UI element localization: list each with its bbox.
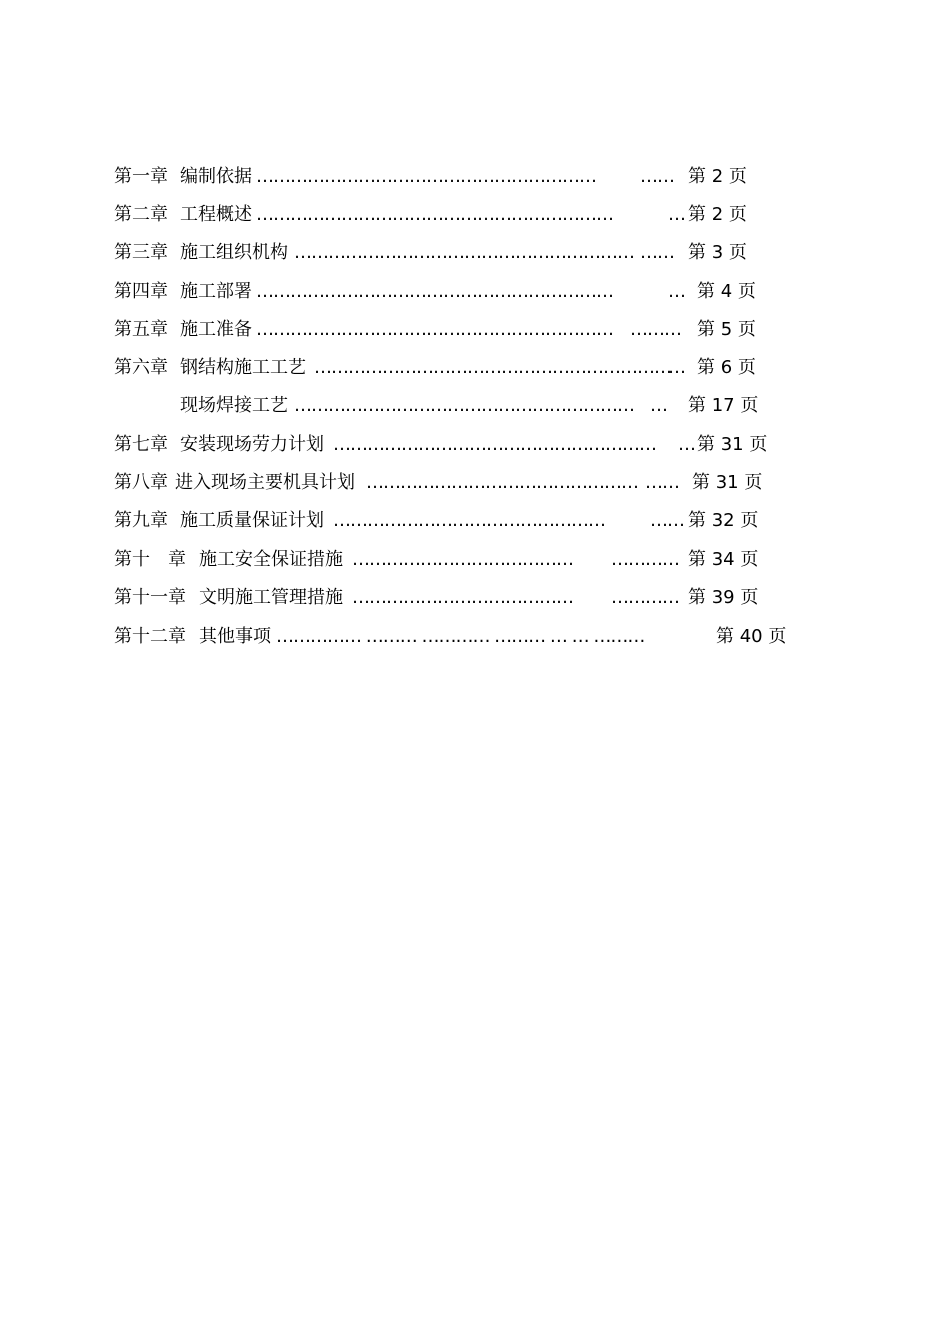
toc-title: 施工质量保证计划 bbox=[180, 510, 324, 531]
toc-chapter: 第三章 bbox=[114, 242, 168, 263]
toc-page: 第 32 页 bbox=[688, 510, 759, 531]
toc-chapter: 第六章 bbox=[114, 357, 168, 378]
toc-leader: …………… ……… ………… ……… … … ……… bbox=[276, 626, 645, 647]
toc-leader: ……………………………………………………… bbox=[314, 357, 671, 378]
toc-page: 第 31 页 bbox=[692, 472, 763, 493]
toc-leader: ………………………………………… bbox=[366, 472, 638, 493]
toc-entry bbox=[0, 279, 950, 305]
toc-leader: …… bbox=[645, 472, 679, 493]
toc-page: 第 2 页 bbox=[688, 166, 747, 187]
toc-chapter: 第一章 bbox=[114, 166, 168, 187]
toc-entry bbox=[0, 585, 950, 611]
toc-leader: ………… bbox=[611, 587, 679, 608]
toc-entry bbox=[0, 624, 950, 650]
toc-entry bbox=[0, 317, 950, 343]
toc-entry bbox=[0, 432, 950, 458]
toc-title: 钢结构施工工艺 bbox=[180, 357, 306, 378]
toc-title: 安装现场劳力计划 bbox=[180, 434, 324, 455]
toc-entry bbox=[0, 393, 950, 419]
toc-title: 施工准备 bbox=[180, 319, 252, 340]
toc-title: 现场焊接工艺 bbox=[180, 395, 288, 416]
toc-page: 第 2 页 bbox=[688, 204, 747, 225]
toc-entry bbox=[0, 470, 950, 496]
toc-chapter: 第九章 bbox=[114, 510, 168, 531]
toc-chapter: 第五章 bbox=[114, 319, 168, 340]
toc-title: 其他事项 bbox=[199, 626, 271, 647]
toc-leader: … bbox=[678, 434, 695, 455]
toc-leader: ……… bbox=[630, 319, 681, 340]
toc-leader: ………………………………… bbox=[352, 549, 573, 570]
toc-leader: … bbox=[668, 281, 685, 302]
toc-leader: ……………………………………………………… bbox=[256, 204, 613, 225]
toc-leader: …………………………………………………… bbox=[256, 166, 596, 187]
toc-leader: …… bbox=[640, 166, 674, 187]
toc-leader: … bbox=[650, 395, 667, 416]
toc-entry bbox=[0, 508, 950, 534]
toc-entry bbox=[0, 240, 950, 266]
toc-leader: ………………………………………………… bbox=[333, 434, 656, 455]
toc-entry bbox=[0, 355, 950, 381]
toc-title: 施工安全保证措施 bbox=[199, 549, 343, 570]
toc-leader: …… bbox=[650, 510, 684, 531]
toc-chapter: 第二章 bbox=[114, 204, 168, 225]
toc-leader: …………………………………………………… bbox=[294, 395, 634, 416]
toc-entry bbox=[0, 547, 950, 573]
toc-chapter: 第七章 bbox=[114, 434, 168, 455]
toc-chapter: 第四章 bbox=[114, 281, 168, 302]
toc-page: 第 31 页 bbox=[697, 434, 768, 455]
toc-title: 施工部署 bbox=[180, 281, 252, 302]
toc-page: 第 39 页 bbox=[688, 587, 759, 608]
toc-page: 第 5 页 bbox=[697, 319, 756, 340]
toc-chapter: 第十 章 bbox=[114, 549, 186, 570]
toc-title: 进入现场主要机具计划 bbox=[175, 472, 355, 493]
toc-title: 编制依据 bbox=[180, 166, 252, 187]
toc-leader: ………………………………… bbox=[352, 587, 573, 608]
toc-leader: ……………………………………………………… bbox=[256, 319, 613, 340]
toc-chapter: 第十二章 bbox=[114, 626, 186, 647]
toc-chapter: 第八章 bbox=[114, 472, 168, 493]
toc-leader: ………………………………………… bbox=[333, 510, 605, 531]
toc-leader: … bbox=[668, 357, 685, 378]
toc-leader: ……………………………………………………… bbox=[256, 281, 613, 302]
toc-page: 第 34 页 bbox=[688, 549, 759, 570]
toc-leader: ………… bbox=[611, 549, 679, 570]
toc-title: 施工组织机构 bbox=[180, 242, 288, 263]
toc-leader: … bbox=[668, 204, 685, 225]
toc-title: 工程概述 bbox=[180, 204, 252, 225]
toc-leader: …………………………………………………… bbox=[294, 242, 634, 263]
toc-chapter: 第十一章 bbox=[114, 587, 186, 608]
toc-leader: …… bbox=[640, 242, 674, 263]
toc-title: 文明施工管理措施 bbox=[199, 587, 343, 608]
toc-page: 第 40 页 bbox=[716, 626, 787, 647]
toc-entry bbox=[0, 202, 950, 228]
toc-page: 第 3 页 bbox=[688, 242, 747, 263]
toc-page: 第 6 页 bbox=[697, 357, 756, 378]
toc-page: 第 17 页 bbox=[688, 395, 759, 416]
toc-entry bbox=[0, 164, 950, 190]
toc-page: 第 4 页 bbox=[697, 281, 756, 302]
